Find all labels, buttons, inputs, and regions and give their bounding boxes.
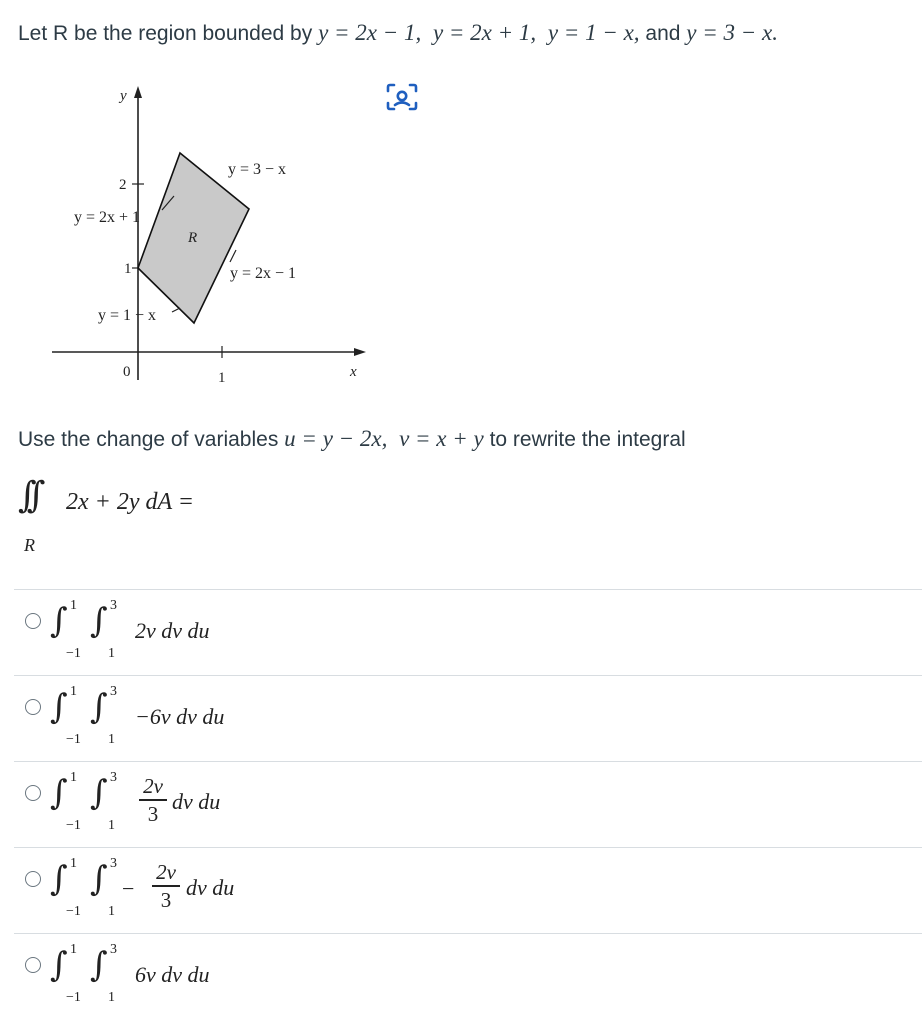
radio-button[interactable] bbox=[25, 699, 41, 715]
y-axis-arrow bbox=[134, 86, 142, 98]
leader-right bbox=[230, 250, 236, 262]
inner-upper-limit: 3 bbox=[110, 598, 117, 613]
outer-lower-limit: −1 bbox=[66, 732, 81, 747]
leader-bottom bbox=[172, 308, 180, 312]
label-y-3-minus-x: y = 3 − x bbox=[228, 161, 287, 178]
x-axis-label: x bbox=[350, 364, 357, 380]
label-y-1-minus-x: y = 1 − x bbox=[98, 307, 157, 324]
radio-button[interactable] bbox=[25, 785, 41, 801]
outer-upper-limit: 1 bbox=[70, 770, 77, 785]
inner-integral-icon: ∫ bbox=[90, 687, 108, 727]
fraction-numerator: 2v bbox=[143, 774, 163, 798]
change-suffix: to rewrite the integral bbox=[483, 428, 686, 451]
y-axis-label: y bbox=[120, 88, 127, 104]
answer-option-3[interactable] bbox=[14, 761, 922, 847]
option-integrand: 6v dv du bbox=[135, 962, 210, 987]
question-prompt bbox=[18, 20, 778, 46]
answer-option-4[interactable] bbox=[14, 847, 922, 933]
inner-upper-limit: 3 bbox=[110, 770, 117, 785]
boundary-eq-3: y = 1 − x, bbox=[547, 20, 640, 45]
outer-integral-icon: ∫ bbox=[50, 687, 68, 727]
inner-upper-limit: 3 bbox=[110, 684, 117, 699]
outer-upper-limit: 1 bbox=[70, 684, 77, 699]
answer-options bbox=[14, 589, 922, 1019]
outer-integral-icon: ∫ bbox=[50, 601, 68, 641]
outer-lower-limit: −1 bbox=[66, 990, 81, 1005]
v-definition: v = x + y bbox=[399, 426, 484, 451]
option-fraction bbox=[139, 774, 167, 826]
fraction-numerator: 2v bbox=[156, 860, 176, 884]
fraction-bar bbox=[139, 799, 167, 801]
inner-upper-limit: 3 bbox=[110, 856, 117, 871]
inner-lower-limit: 1 bbox=[108, 646, 115, 661]
change-prefix: Use the change of variables bbox=[18, 428, 285, 451]
outer-upper-limit: 1 bbox=[70, 942, 77, 957]
option-integrand: −6v dv du bbox=[135, 704, 225, 729]
option-sign: − bbox=[122, 876, 135, 901]
inner-lower-limit: 1 bbox=[108, 904, 115, 919]
tick-label-y1: 1 bbox=[124, 261, 132, 277]
inner-lower-limit: 1 bbox=[108, 732, 115, 747]
option-differentials: dv du bbox=[172, 789, 221, 814]
inner-lower-limit: 1 bbox=[108, 818, 115, 833]
outer-upper-limit: 1 bbox=[70, 856, 77, 871]
label-y-2x-minus-1: y = 2x − 1 bbox=[230, 265, 297, 282]
region-graph bbox=[40, 80, 380, 400]
outer-lower-limit: −1 bbox=[66, 904, 81, 919]
inner-lower-limit: 1 bbox=[108, 990, 115, 1005]
outer-integral-icon: ∫ bbox=[50, 945, 68, 985]
tick-label-x0: 0 bbox=[123, 364, 131, 380]
inner-integral-icon: ∫ bbox=[90, 945, 108, 985]
x-axis-arrow bbox=[354, 348, 366, 356]
boundary-eq-4: y = 3 − x. bbox=[686, 20, 778, 45]
outer-lower-limit: −1 bbox=[66, 818, 81, 833]
inner-integral-icon: ∫ bbox=[90, 859, 108, 899]
boundary-eq-1: y = 2x − 1, bbox=[318, 20, 422, 45]
option-integrand: 2v dv du bbox=[135, 618, 210, 643]
answer-option-2[interactable] bbox=[14, 675, 922, 761]
tick-label-x1: 1 bbox=[218, 370, 226, 386]
outer-upper-limit: 1 bbox=[70, 598, 77, 613]
fraction-denominator: 3 bbox=[160, 887, 172, 912]
region-label: R bbox=[188, 230, 198, 246]
radio-button[interactable] bbox=[25, 871, 41, 887]
radio-button[interactable] bbox=[25, 957, 41, 973]
prompt-conj: and bbox=[639, 22, 687, 45]
change-of-variables-prompt bbox=[18, 426, 686, 452]
fraction-bar bbox=[152, 885, 180, 887]
tick-label-y2: 2 bbox=[119, 177, 127, 193]
double-integral-symbol: ∫∫ bbox=[18, 475, 36, 516]
outer-integral-icon: ∫ bbox=[50, 859, 68, 899]
option-differentials: dv du bbox=[186, 875, 235, 900]
integral-region: R bbox=[24, 535, 35, 555]
inner-integral-icon: ∫ bbox=[90, 601, 108, 641]
answer-option-1[interactable] bbox=[14, 589, 922, 675]
u-definition: u = y − 2x, bbox=[284, 426, 388, 451]
prompt-text: Let R be the region bounded by bbox=[18, 22, 319, 45]
fraction-denominator: 3 bbox=[147, 801, 159, 826]
radio-button[interactable] bbox=[25, 613, 41, 629]
integrand: 2x + 2y dA = bbox=[66, 489, 194, 515]
label-y-2x-plus-1: y = 2x + 1 bbox=[74, 209, 141, 226]
option-fraction bbox=[152, 860, 180, 912]
outer-lower-limit: −1 bbox=[66, 646, 81, 661]
scan-focus-icon[interactable] bbox=[384, 80, 420, 114]
outer-integral-icon: ∫ bbox=[50, 773, 68, 813]
inner-integral-icon: ∫ bbox=[90, 773, 108, 813]
answer-option-5[interactable] bbox=[14, 933, 922, 1019]
boundary-eq-2: y = 2x + 1, bbox=[432, 20, 537, 45]
inner-upper-limit: 3 bbox=[110, 942, 117, 957]
